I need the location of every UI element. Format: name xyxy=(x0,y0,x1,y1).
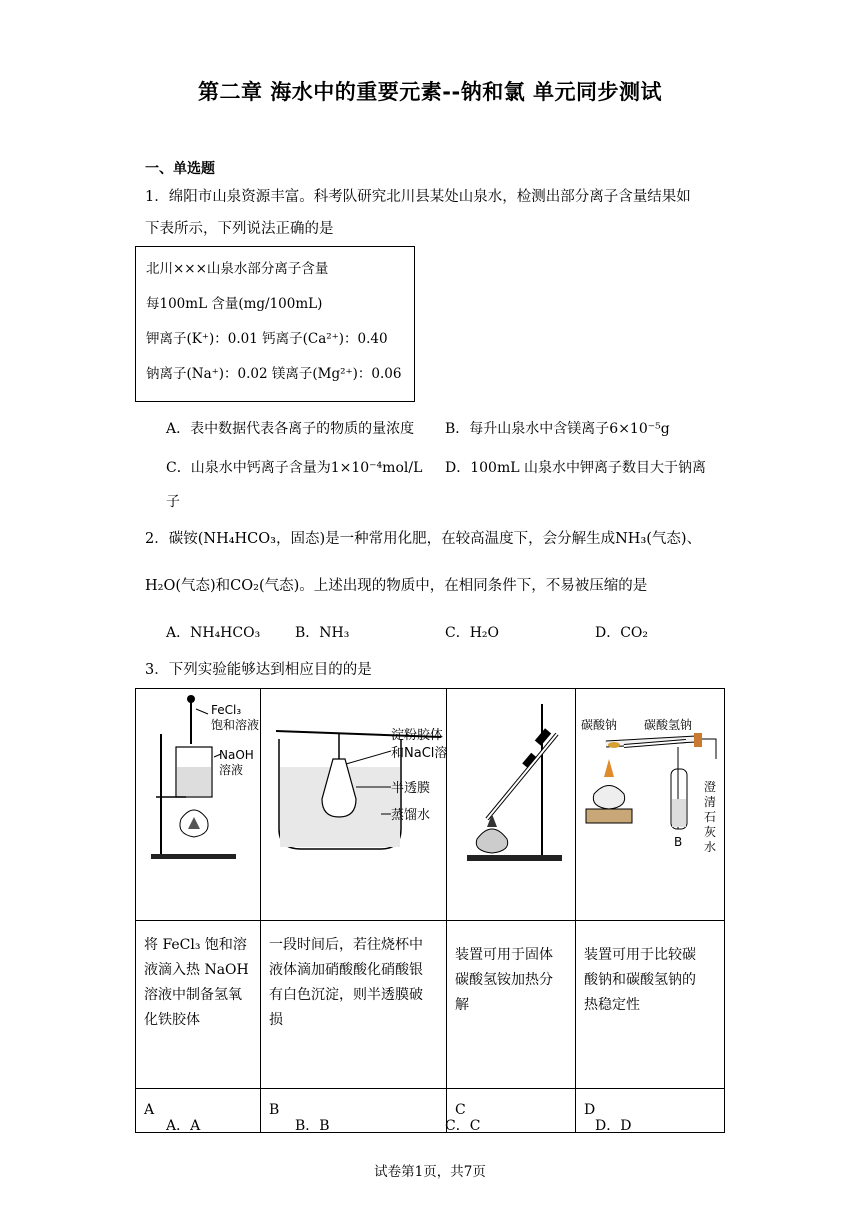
apparatus-a-figure xyxy=(136,689,260,911)
label-membrane: 半透膜 xyxy=(391,781,431,796)
apparatus-d-figure xyxy=(576,689,724,911)
apparatus-b-cell xyxy=(261,689,447,921)
q2-option-a[interactable]: A．NH₄HCO₃ xyxy=(166,625,261,641)
section-heading: 一、单选题 xyxy=(145,161,215,177)
label-distilled-water: 蒸馏水 xyxy=(391,808,431,823)
box-line1: 北川×××山泉水部分离子含量 xyxy=(146,261,329,277)
experiment-table xyxy=(135,688,725,1133)
label-b: B xyxy=(261,1089,447,1133)
q3-stem: 3．下列实验能够达到相应目的的是 xyxy=(145,662,372,678)
desc-b: 一段时间后，若往烧杯中 液体滴加硝酸酸化硝酸银 有白色沉淀，则半透膜破 损 xyxy=(261,921,447,1089)
label-fecl3: FeCl₃ xyxy=(211,703,242,717)
label-tube-b: B xyxy=(674,835,683,849)
label-starch-colloid: 淀粉胶体 xyxy=(391,728,444,743)
box-line4: 钠离子(Na⁺)：0.02 镁离子(Mg²⁺)：0.06 xyxy=(146,366,402,382)
label-sodium-bicarbonate: 碳酸氢钠 xyxy=(644,718,693,732)
q3-option-d[interactable]: D．D xyxy=(595,1118,632,1134)
page-footer: 试卷第1页，共7页 xyxy=(374,1164,486,1180)
q1-option-b[interactable]: B．每升山泉水中含镁离子6×10⁻⁵g xyxy=(445,421,670,437)
desc-a: 将 FeCl₃ 饱和溶 液滴入热 NaOH 溶液中制备氢氧 化铁胶体 xyxy=(136,921,261,1089)
desc-c: 装置可用于固体 碳酸氢铵加热分 解 xyxy=(447,921,576,1089)
label-saturated: 饱和溶液 xyxy=(211,718,260,732)
desc-d: 装置可用于比较碳 酸钠和碳酸氢钠的 热稳定性 xyxy=(576,921,725,1089)
label-nacl-solution: 和NaCl溶 xyxy=(391,746,446,761)
page-title: 第二章 海水中的重要元素--钠和氯 单元同步测试 xyxy=(197,80,663,104)
q1-option-d[interactable]: D．100mL 山泉水中钾离子数目大于钠离 xyxy=(445,460,706,476)
q2-option-c[interactable]: C．H₂O xyxy=(445,625,500,641)
q3-option-c[interactable]: C．C xyxy=(445,1118,481,1134)
q2-option-d[interactable]: D．CO₂ xyxy=(595,625,649,641)
label-limewater-2: 清 xyxy=(704,795,717,809)
label-a: A xyxy=(136,1089,261,1133)
label-sodium-carbonate: 碳酸钠 xyxy=(581,718,618,732)
label-naoh: NaOH xyxy=(219,748,254,762)
q1-stem-line1: 1．绵阳市山泉资源丰富。科考队研究北川县某处山泉水，检测出部分离子含量结果如 xyxy=(145,189,691,205)
q2-option-b[interactable]: B．NH₃ xyxy=(295,625,350,641)
q1-option-c[interactable]: C．山泉水中钙离子含量为1×10⁻⁴mol/L xyxy=(166,460,423,476)
q3-option-a[interactable]: A．A xyxy=(166,1118,201,1134)
label-d: D xyxy=(576,1089,725,1133)
q2-stem-line1: 2．碳铵(NH₄HCO₃，固态)是一种常用化肥，在较高温度下，会分解生成NH₃(气态)、 xyxy=(145,531,702,547)
apparatus-c-cell xyxy=(447,689,576,921)
label-solution: 溶液 xyxy=(219,763,244,777)
label-limewater-4: 灰 xyxy=(704,825,717,839)
apparatus-b-figure xyxy=(261,689,446,911)
label-limewater-5: 水 xyxy=(704,840,717,854)
label-limewater-3: 石 xyxy=(704,810,717,824)
q1-option-d-cont: 子 xyxy=(166,494,180,510)
label-c: C xyxy=(447,1089,576,1133)
q3-option-b[interactable]: B．B xyxy=(295,1118,330,1134)
apparatus-a-cell xyxy=(136,689,261,921)
q1-option-a[interactable]: A．表中数据代表各离子的物质的量浓度 xyxy=(166,421,415,437)
box-line3: 钾离子(K⁺)：0.01 钙离子(Ca²⁺)：0.40 xyxy=(146,331,388,347)
apparatus-d-cell xyxy=(576,689,725,921)
ion-content-box xyxy=(135,246,415,402)
box-line2: 每100mL 含量(mg/100mL) xyxy=(146,296,323,312)
apparatus-c-figure xyxy=(447,689,575,911)
label-limewater-1: 澄 xyxy=(704,780,717,794)
q1-stem-line2: 下表所示，下列说法正确的是 xyxy=(145,221,334,237)
q2-stem-line2: H₂O(气态)和CO₂(气态)。上述出现的物质中，在相同条件下，不易被压缩的是 xyxy=(145,578,648,594)
